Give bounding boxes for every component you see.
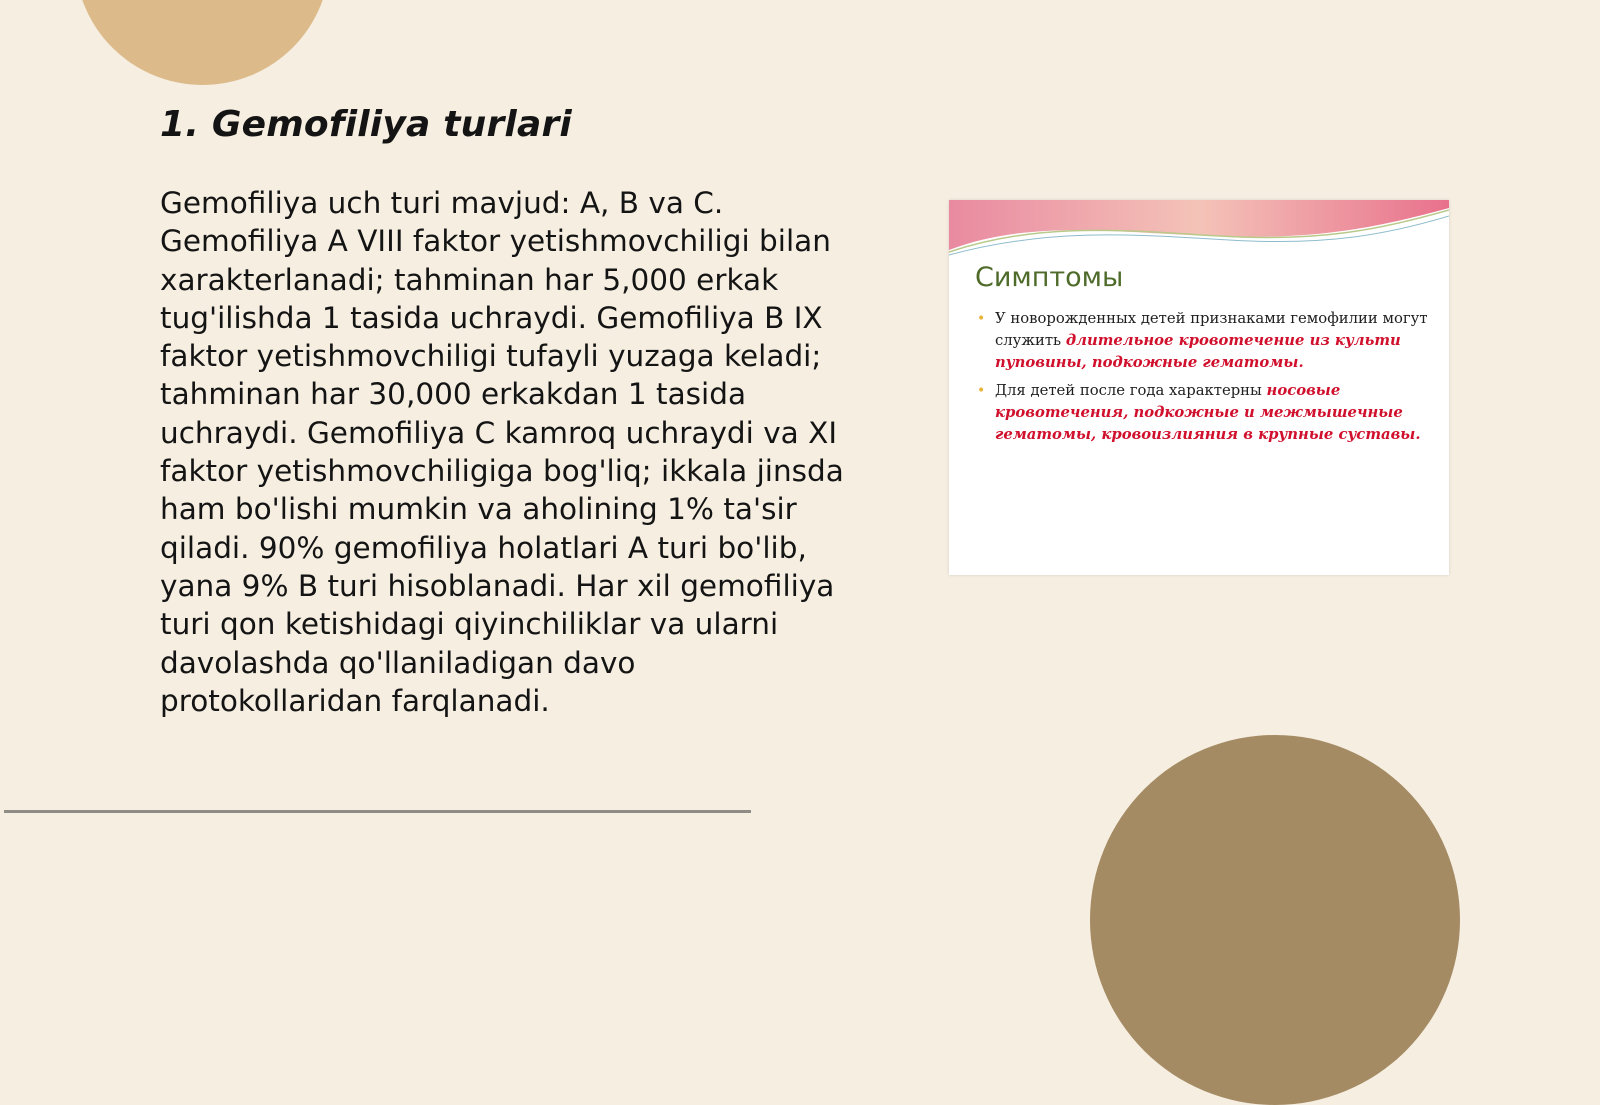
slide-thumbnail-image [949, 200, 1449, 575]
slide-title: 1. Gemofiliya turlari [160, 104, 572, 145]
slide-body-text: Gemofiliya uch turi mavjud: A, B va C. Gemofiliya A VIII faktor yetishmovchiligi bilan xarakterlanadi; tahminan har 5,000 erkak tug'ilishda 1 tasida uchraydi. Gemofiliya B IX faktor yetishmovchiligi tufayli yuzaga keladi; tahminan har 30,000 erkakdan 1 tasida uchraydi. Gemofiliya C kamroq uchraydi va XI faktor yetishmovchiligiga bog'liq; ikkala jinsda ham bo'lishi mumkin va aholining 1% ta'sir qiladi. 90% gemofiliya holatlari A turi bo'lib, yana 9% B turi hisoblanadi. Har xil gemofiliya turi qon ketishidagi qiyinchiliklar va ularni davolashda qo'llaniladigan davo protokollaridan farqlanadi. [160, 186, 844, 718]
decorative-circle-bottom [1090, 735, 1460, 1105]
bullet-icon: • [977, 311, 986, 327]
thumbnail-title: Симптомы [975, 262, 1124, 293]
list-item: • У новорожденных детей признаками гемофилии могут служить длительное кровотечение из культи пуповины, подкожные гематомы. [977, 310, 1428, 371]
thumbnail-bullet-list [975, 308, 1435, 452]
divider-line [4, 810, 751, 813]
bullet-icon: • [977, 383, 986, 399]
thumbnail-wave-decoration [949, 200, 1449, 260]
list-item: • Для детей после года характерны носовые кровотечения, подкожные и межмышечные гематомы, кровоизлияния в крупные суставы. [977, 382, 1421, 443]
decorative-circle-top [75, 0, 330, 85]
